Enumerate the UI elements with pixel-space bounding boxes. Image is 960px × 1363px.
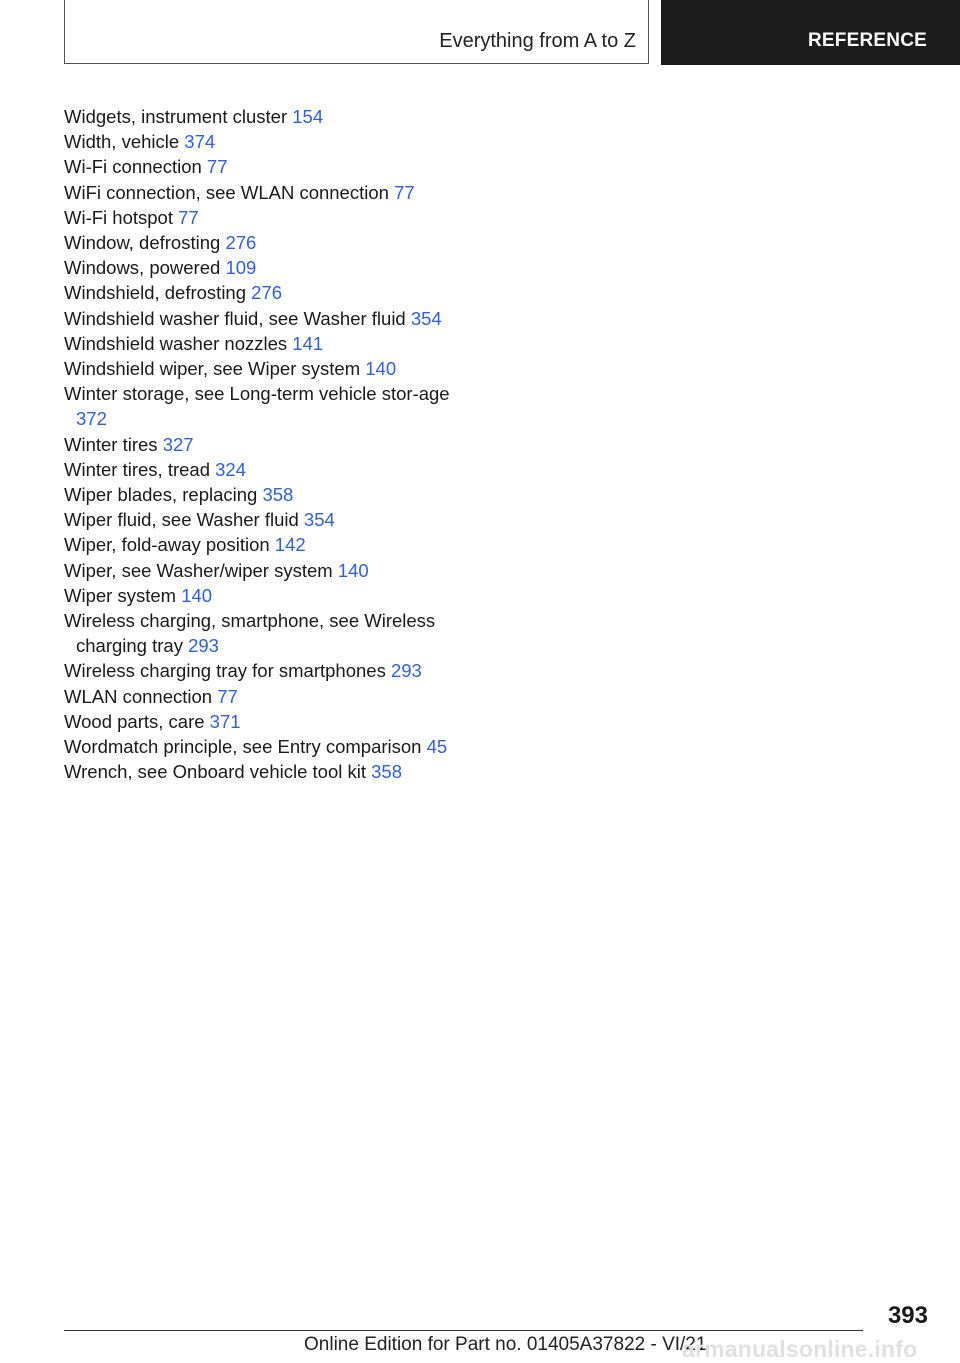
entry-text: Wiper fluid, see Washer fluid bbox=[64, 509, 299, 531]
index-entry bbox=[64, 154, 464, 179]
index-entry bbox=[64, 255, 464, 280]
page-number: 393 bbox=[887, 1302, 928, 1329]
entry-page-link[interactable]: 324 bbox=[215, 458, 247, 480]
chapter-tab bbox=[661, 0, 960, 65]
edition-footer: Online Edition for Part no. 01405A37822 - VI/21 bbox=[304, 1334, 707, 1355]
entry-page-link[interactable]: 77 bbox=[217, 685, 238, 707]
entry-text: Winter tires, tread bbox=[64, 458, 210, 480]
entry-text: Wireless charging, smartphone, see Wireless charging tray bbox=[64, 610, 436, 657]
entry-text: Windshield, defrosting bbox=[64, 282, 247, 304]
index-entry bbox=[64, 684, 464, 709]
entry-page-link[interactable]: 293 bbox=[390, 660, 422, 682]
entry-text: Windshield wiper, see Wiper system bbox=[64, 358, 361, 380]
entry-text: Wiper, fold-away position bbox=[64, 534, 270, 556]
entry-page-link[interactable]: 327 bbox=[162, 433, 194, 455]
entry-page-link[interactable]: 354 bbox=[410, 307, 442, 329]
entry-page-link[interactable]: 276 bbox=[225, 232, 257, 254]
entry-page-link[interactable]: 154 bbox=[292, 106, 324, 127]
entry-text: Winter tires bbox=[64, 433, 158, 455]
index-entry bbox=[64, 230, 464, 255]
index-entry bbox=[64, 482, 464, 507]
entry-page-link[interactable]: 276 bbox=[251, 282, 283, 304]
index-entry bbox=[64, 608, 464, 658]
entry-page-link[interactable]: 77 bbox=[178, 206, 199, 228]
index-entry bbox=[64, 432, 464, 457]
entry-text: Windshield washer nozzles bbox=[64, 332, 288, 354]
entry-text: Wood parts, care bbox=[64, 710, 205, 732]
entry-text: Wrench, see Onboard vehicle tool kit bbox=[64, 761, 366, 783]
footer-divider bbox=[64, 1330, 863, 1331]
entry-page-link[interactable]: 77 bbox=[206, 156, 228, 178]
index-entry bbox=[64, 205, 464, 230]
entry-page-link[interactable]: 372 bbox=[76, 408, 107, 430]
index-entry bbox=[64, 583, 464, 608]
entry-text: Winter storage, see Long-term vehicle stor-age bbox=[64, 383, 450, 405]
index-entry bbox=[64, 129, 464, 154]
index-entry bbox=[64, 507, 464, 532]
entry-text: Width, vehicle bbox=[64, 131, 180, 153]
entry-page-link[interactable]: 358 bbox=[371, 761, 402, 783]
index-entry bbox=[64, 759, 464, 784]
entry-page-link[interactable]: 140 bbox=[181, 584, 213, 606]
index-list bbox=[64, 104, 464, 784]
entry-page-link[interactable]: 374 bbox=[184, 131, 216, 153]
index-entry bbox=[64, 658, 464, 683]
entry-text: Windshield washer fluid, see Washer fluid bbox=[64, 307, 406, 329]
index-entry bbox=[64, 457, 464, 482]
entry-text: Wi-Fi connection bbox=[64, 156, 202, 178]
index-entry bbox=[64, 709, 464, 734]
index-entry bbox=[64, 280, 464, 305]
entry-text: Windows, powered bbox=[64, 257, 221, 279]
entry-text: Widgets, instrument cluster bbox=[64, 106, 288, 127]
entry-page-link[interactable]: 140 bbox=[337, 559, 369, 581]
header-box bbox=[64, 0, 649, 64]
entry-page-link[interactable]: 109 bbox=[225, 257, 257, 279]
entry-page-link[interactable]: 371 bbox=[209, 710, 241, 732]
watermark: armanualsonline.info bbox=[682, 1336, 918, 1362]
index-entry bbox=[64, 734, 464, 759]
entry-page-link[interactable]: 45 bbox=[426, 736, 448, 758]
entry-page-link[interactable]: 142 bbox=[274, 534, 306, 556]
entry-text: WLAN connection bbox=[64, 685, 213, 707]
entry-text: Wireless charging tray for smartphones bbox=[64, 660, 386, 682]
index-entry bbox=[64, 356, 464, 381]
entry-page-link[interactable]: 140 bbox=[365, 358, 397, 380]
entry-text: Wiper system bbox=[64, 584, 177, 606]
entry-text: Wiper, see Washer/wiper system bbox=[64, 559, 333, 581]
entry-page-link[interactable]: 141 bbox=[292, 332, 324, 354]
entry-page-link[interactable]: 354 bbox=[303, 509, 335, 531]
section-title: Everything from A to Z bbox=[439, 30, 636, 52]
index-entry bbox=[64, 180, 464, 205]
index-entry bbox=[64, 331, 464, 356]
entry-text: Window, defrosting bbox=[64, 232, 221, 254]
entry-text: Wiper blades, replacing bbox=[64, 484, 258, 506]
entry-page-link[interactable]: 77 bbox=[394, 181, 415, 203]
entry-page-link[interactable]: 293 bbox=[188, 635, 219, 657]
index-entry bbox=[64, 104, 464, 129]
entry-text: Wordmatch principle, see Entry comparison bbox=[64, 736, 422, 758]
entry-page-link[interactable]: 358 bbox=[262, 484, 294, 506]
index-entry bbox=[64, 532, 464, 557]
index-entry bbox=[64, 306, 464, 331]
entry-text: Wi-Fi hotspot bbox=[64, 206, 173, 228]
index-entry bbox=[64, 381, 464, 431]
index-entry bbox=[64, 558, 464, 583]
entry-text: WiFi connection, see WLAN connection bbox=[64, 181, 389, 203]
chapter-tab-label: REFERENCE bbox=[808, 30, 927, 51]
